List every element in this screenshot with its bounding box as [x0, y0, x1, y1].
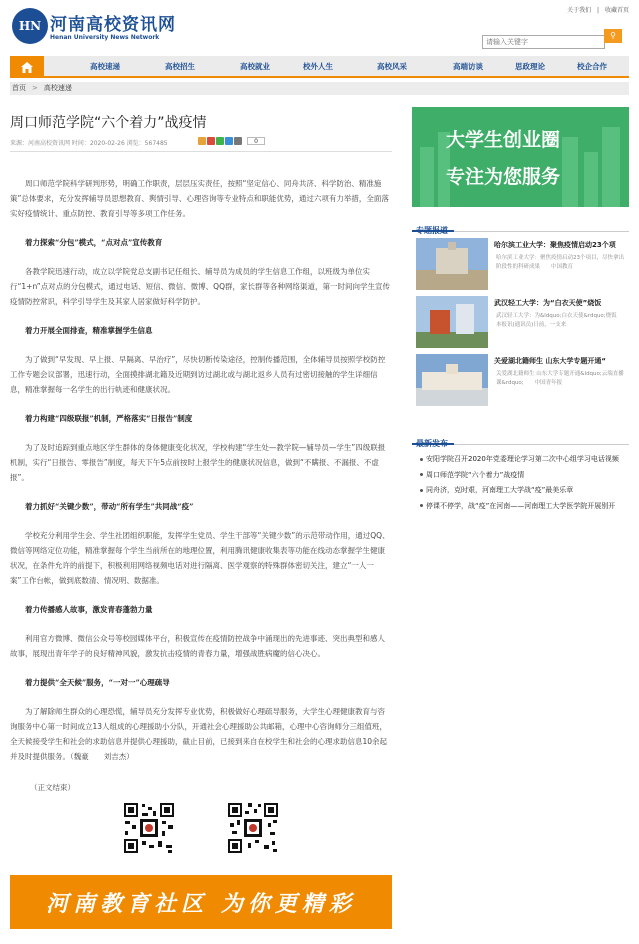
- search-bar: [482, 29, 622, 43]
- share-more-icon[interactable]: [234, 137, 242, 145]
- divider: [10, 151, 392, 152]
- article-end: （正文结束）: [30, 783, 75, 792]
- special-item-title[interactable]: 哈尔滨工业大学：聚焦疫情启动23个项: [494, 241, 616, 249]
- special-reports-heading: 专题报道: [416, 226, 448, 235]
- paragraph: 为了解除师生群众的心理恐慌，辅导员充分发挥专业优势，积极做好心理疏导服务，大学生心理健康教育与咨询服务中心第一时间成立13人组成的心理援助小分队，开通社会心理援助公共邮箱，心理中心咨询师分三组值班，全天候接受学生和社会的求助信息并提供心理援助，截止目前，已接到来自在校学生和社会的心理求助信息10余起并及时提供服务。（魏豪 刘吉杰）: [10, 707, 388, 761]
- favorite-link[interactable]: 收藏首页: [604, 7, 629, 14]
- paragraph: 为了及时追踪到重点地区学生群体的身体健康变化状况，学校构建“学生处—教学院—辅导员—学生”四级联报机制，实行“日报告、零报告”制度，每天下午5点前按时上报学生的健康状况信息，做到“不瞒报、不漏报、不虚报”。: [10, 443, 386, 482]
- qr-code-icon: [122, 801, 176, 855]
- home-icon: [21, 62, 33, 73]
- special-reports-header: [412, 218, 629, 235]
- share-tencent-icon[interactable]: [225, 137, 233, 145]
- breadcrumb: [10, 82, 629, 95]
- special-item-title[interactable]: 关爱湖北籍师生 山东大学专题开通“: [494, 357, 607, 365]
- about-link[interactable]: 关于我们: [567, 7, 592, 14]
- nav-item-2[interactable]: 高校招生: [165, 62, 195, 71]
- bottom-banner-ad[interactable]: 河南教育社区 为你更精彩: [10, 875, 392, 929]
- nav-item-7[interactable]: 思政理论: [515, 62, 545, 71]
- special-item-1[interactable]: [416, 238, 629, 290]
- section-heading: 着力抓好“关键少数”，带动“所有学生”共同战“疫”: [25, 502, 194, 511]
- top-links: [563, 5, 629, 14]
- ad-line-1: 大学生创业圈: [446, 129, 561, 151]
- separator: |: [597, 7, 600, 14]
- share-qzone-icon[interactable]: [198, 137, 206, 145]
- special-item-desc: 哈尔滨工业大学：聚焦疫情启动23个项目，尽快拿出阶段性的科研成果 中国教育: [496, 255, 625, 270]
- list-item[interactable]: [420, 468, 629, 484]
- search-icon: ⚲: [610, 31, 616, 40]
- breadcrumb-home[interactable]: 首页: [12, 84, 26, 92]
- list-item[interactable]: [420, 499, 629, 515]
- article-body: [10, 170, 392, 764]
- latest-item-title[interactable]: 停课不停学，战“疫”在河南——河南理工大学医学院开展别开: [426, 501, 616, 510]
- paragraph: 利用官方微博、微信公众号等校园媒体平台，积极宣传在疫情防控战争中涌现出的先进事迹、突出典型和感人故事，展现出青年学子的良好精神风貌，激发抗击疫情的青春力量，增强战胜病魔的信心决心。: [10, 634, 385, 658]
- right-banner-ad[interactable]: [412, 107, 629, 207]
- news-thumbnail: [416, 296, 488, 348]
- section-heading: 着力提供“全天候”服务，“一对一”心理疏导: [25, 678, 170, 687]
- latest-item-title[interactable]: 周口师范学院“六个着力”战疫情: [426, 470, 525, 479]
- city-silhouette-icon: [412, 107, 629, 207]
- ad-line-2: 专注为您服务: [446, 166, 561, 188]
- paragraph: 学校充分利用学生会、学生社团组织职能，发挥学生党员、学生干部等“关键少数”的示范带动作用，通过QQ、微信等网络定位功能，精准掌握每个学生当前所在的地理位置，利用腾讯健康收集表等功能在线动态掌握学生健康状况，在条件允许的前提下，积极利用网络视频电话对进行隔离、医学观察的特殊群体密切关注，建立“一人一案”工作台帐，做到底数清、情况明、数据准。: [10, 531, 390, 585]
- share-bar: [198, 137, 265, 145]
- nav-item-3[interactable]: 高校就业: [240, 62, 270, 71]
- list-item[interactable]: [420, 483, 629, 499]
- heading-underline: [412, 230, 454, 232]
- logo-subtitle: Henan University News Network: [50, 34, 160, 41]
- latest-item-title[interactable]: 安阳学院召开2020年党委理论学习第二次中心组学习电话视频: [426, 455, 619, 463]
- breadcrumb-separator: >: [32, 84, 38, 92]
- share-count: 0: [247, 137, 265, 145]
- site-logo[interactable]: [12, 8, 176, 48]
- latest-heading: 最新发布: [416, 439, 448, 448]
- latest-item-title[interactable]: 同舟济，克时艰，河南理工大学战“疫”最美乐章: [426, 486, 574, 494]
- section-heading: 着力开展全面排查，精准掌握学生信息: [25, 326, 153, 335]
- main-nav: [10, 56, 629, 78]
- bullet-icon: [420, 489, 423, 492]
- home-button[interactable]: [10, 56, 44, 78]
- news-thumbnail: [416, 238, 488, 290]
- nav-item-8[interactable]: 校企合作: [577, 62, 607, 71]
- special-item-title[interactable]: 武汉轻工大学：为“白衣天使”烧饭: [494, 299, 602, 307]
- article-title: 周口师范学院“六个着力”战疫情: [10, 115, 207, 131]
- qr-code-icon: [226, 801, 280, 855]
- paragraph: 周口师范学院科学研判形势，明确工作职责，层层压实责任，按照“坚定信心、同舟共济、科学防治、精准施策”总体要求，充分发挥辅导员思想教育、舆情引导、心理咨询等专业特点和职能优势，通过六项有力举措，全面落实好疫情统计、重点防控、教育引导等多项工作任务。: [10, 179, 389, 218]
- latest-list: [420, 452, 629, 514]
- logo-title: 河南高校资讯网: [50, 15, 176, 35]
- nav-item-4[interactable]: 校外人生: [303, 62, 333, 71]
- search-input[interactable]: [482, 35, 605, 49]
- bullet-icon: [420, 458, 423, 461]
- special-item-desc: 武汉轻工大学：为&ldquo;白衣天使&rdquo;烧饭 本报讯(通讯员)日前，一支来: [496, 313, 628, 328]
- nav-item-5[interactable]: 高校风采: [377, 62, 407, 71]
- search-button[interactable]: [604, 29, 622, 43]
- bullet-icon: [420, 504, 423, 507]
- news-thumbnail: [416, 354, 488, 406]
- special-item-3[interactable]: [416, 354, 629, 406]
- list-item[interactable]: [420, 452, 629, 468]
- section-heading: 着力探索“分包”模式，“点对点”宣传教育: [25, 238, 163, 247]
- share-weibo-icon[interactable]: [207, 137, 215, 145]
- nav-item-6[interactable]: 高端访谈: [453, 62, 483, 71]
- section-heading: 着力构建“四级联报”机制，严格落实“日报告”制度: [25, 414, 193, 423]
- special-item-desc: 关爱湖北籍师生 山东大学专题开通&ldquo;云端直播课&rdquo; 中国青年报: [496, 371, 624, 386]
- special-item-2[interactable]: [416, 296, 629, 348]
- logo-mark: HN: [12, 8, 48, 44]
- nav-item-1[interactable]: 高校速递: [90, 62, 120, 71]
- paragraph: 各教学院迅速行动，成立以学院党总支副书记任组长、辅导员为成员的学生信息工作组，以班级为单位实行“1+n”点对点的分包模式，通过电话、短信、微信、微博、QQ群，家长群等各种网络渠道，第一时间向学生宣传疫情防控常识，科学引导学生及其家人居家做好科学防护。: [10, 267, 390, 306]
- share-wechat-icon[interactable]: [216, 137, 224, 145]
- heading-underline: [412, 443, 454, 445]
- paragraph: 为了做到“早发现、早上报、早隔离、早治疗”，尽快切断传染途径，控制传播范围，全体辅导员按照学校防控工作专题会议部署，迅速行动，全面摸排湖北籍及近期到访过湖北或与湖北返乡人员有过密切接触的学生详细信息，精准掌握每一名学生的出行轨迹和健康状况。: [10, 355, 386, 394]
- breadcrumb-current[interactable]: 高校速递: [43, 84, 72, 92]
- article-meta: 来源：河南高校资讯网 时间：2020-02-26 浏览：567485: [10, 140, 168, 147]
- latest-header: [412, 431, 629, 448]
- section-heading: 着力传播感人故事，激发青春蓬勃力量: [25, 605, 153, 614]
- bullet-icon: [420, 473, 423, 476]
